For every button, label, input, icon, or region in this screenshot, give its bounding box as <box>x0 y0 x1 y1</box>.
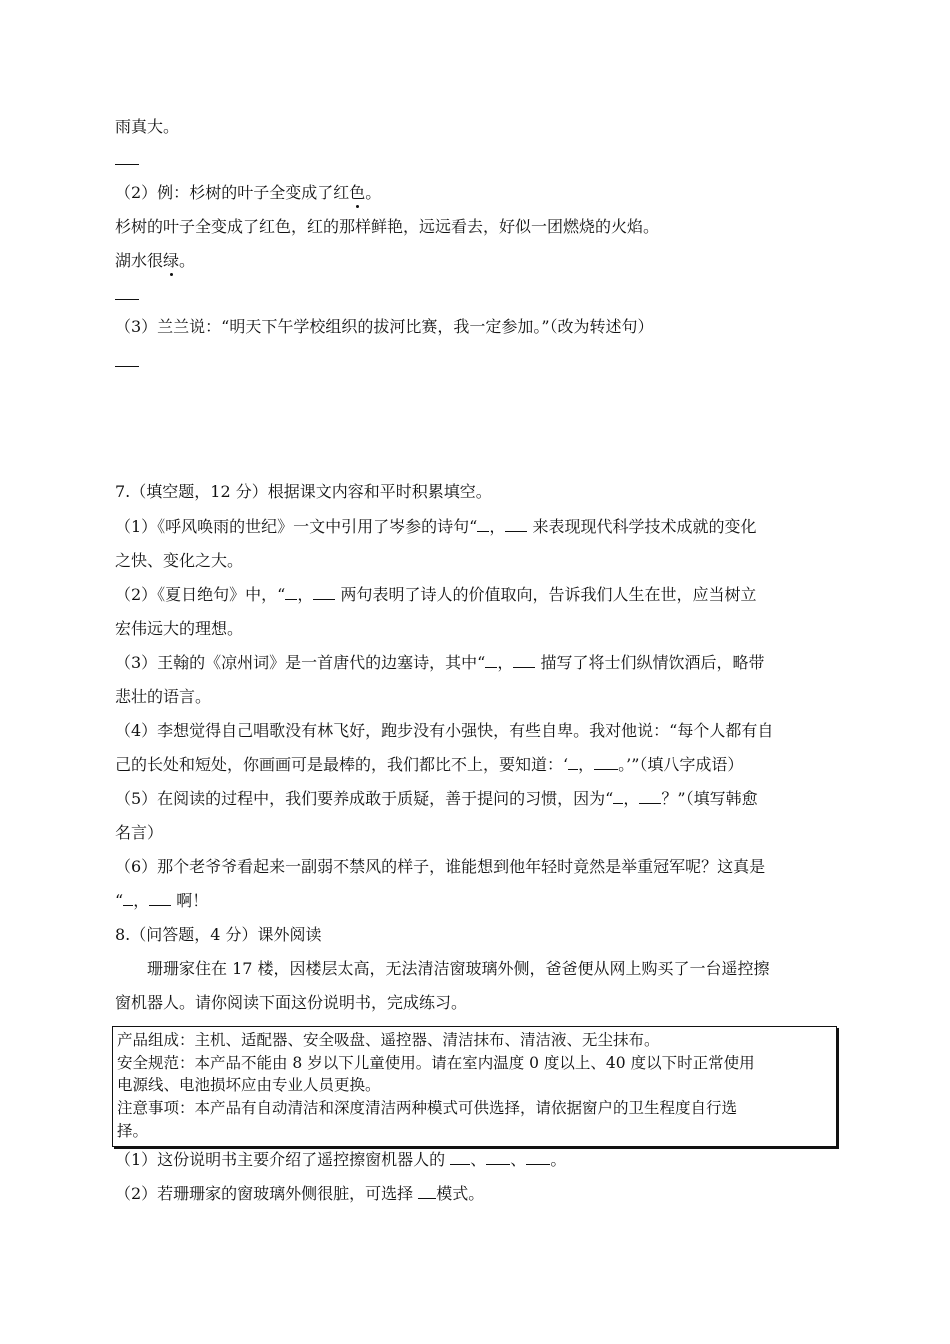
comma: ， <box>578 755 595 774</box>
separator: 、 <box>470 1150 487 1169</box>
q7-item2 <box>115 585 757 605</box>
q6-line-rain: 雨真大。 <box>115 117 180 136</box>
q6-p2-example <box>115 183 381 203</box>
q7-item6-post: 啊！ <box>176 891 209 910</box>
q7-item3-line2: 悲壮的语言。 <box>115 687 212 706</box>
q8-intro-line2: 窗机器人。请你阅读下面这份说明书，完成练习。 <box>115 993 468 1012</box>
q7-item5-post: ？”（填写韩愈 <box>661 789 758 808</box>
q7-item5 <box>115 789 758 809</box>
q7-item5-line2: 名言） <box>115 823 164 842</box>
fill-blank[interactable] <box>477 517 489 532</box>
q7-item1-post: 来表现现代科学技术成就的变化 <box>532 517 757 536</box>
fill-blank[interactable] <box>450 1150 470 1165</box>
q7-item6-line2 <box>115 891 208 911</box>
q6-p2-task-end: 。 <box>179 251 196 270</box>
q6-answer-blank-3[interactable] <box>115 352 139 372</box>
q6-answer-blank-2[interactable] <box>115 285 139 305</box>
manual-box <box>112 1026 837 1147</box>
q7-item1 <box>115 517 757 537</box>
emphasis-dot-char: 绿 <box>163 251 180 270</box>
comma: ， <box>623 789 640 808</box>
fill-blank[interactable] <box>613 789 623 804</box>
q7-item1-line2: 之快、变化之大。 <box>115 551 244 570</box>
q7-item5-pre: （5）在阅读的过程中，我们要养成敢于质疑，善于提问的习惯，因为“ <box>115 789 614 808</box>
q8-sub2 <box>115 1184 484 1204</box>
manual-line-notes-cont: 择。 <box>117 1122 149 1140</box>
q7-item1-pre: （1）《呼风唤雨的世纪》一文中引用了岑参的诗句“ <box>115 517 478 536</box>
q8-header: 8.（问答题，4 分）课外阅读 <box>115 925 322 944</box>
comma: ， <box>133 891 150 910</box>
q7-item6-pre: “ <box>115 891 124 910</box>
q7-item2-post: 两句表明了诗人的价值取向，告诉我们人生在世，应当树立 <box>340 585 757 604</box>
manual-line-safety-cont: 电源线、电池损坏应由专业人员更换。 <box>117 1076 381 1094</box>
manual-line-components: 产品组成：主机、适配器、安全吸盘、遥控器、清洁抹布、清洁液、无尘抹布。 <box>117 1031 660 1049</box>
comma: ， <box>497 653 514 672</box>
manual-line-notes: 注意事项：本产品有自动清洁和深度清洁两种模式可供选择，请依据窗户的卫生程度自行选 <box>117 1099 738 1117</box>
fill-blank[interactable] <box>639 789 661 804</box>
q8-sub2-post: 模式。 <box>436 1184 485 1203</box>
q6-p2-example-text: 杉树的叶子全变成了红 <box>189 183 350 202</box>
q7-item4-pre: 己的长处和短处，你画画可是最棒的，我们都比不上，要知道：‘ <box>115 755 569 774</box>
q7-item4-post: 。’”（填八字成语） <box>618 755 744 774</box>
comma: ， <box>297 585 314 604</box>
q7-item3-pre: （3）王翰的《凉州词》是一首唐代的边塞诗，其中“ <box>115 653 486 672</box>
fill-blank[interactable] <box>568 755 578 770</box>
q8-intro-line1: 珊珊家住在 17 楼，因楼层太高，无法清洁窗玻璃外侧，爸爸便从网上购买了一台遥控擦 <box>147 959 770 978</box>
q7-header: 7.（填空题，12 分）根据课文内容和平时积累填空。 <box>115 482 492 501</box>
q7-item6-line1: （6）那个老爷爷看起来一副弱不禁风的样子，谁能想到他年轻时竟然是举重冠军呢？这真是 <box>115 857 766 876</box>
fill-blank[interactable] <box>418 1184 436 1199</box>
fill-blank[interactable] <box>513 653 535 668</box>
fill-blank[interactable] <box>486 1150 510 1165</box>
fill-blank[interactable] <box>505 517 527 532</box>
q7-item3-post: 描写了将士们纵情饮酒后，略带 <box>540 653 765 672</box>
emphasis-dot-char: 色 <box>349 183 366 202</box>
q6-p2-example-end: 。 <box>365 183 382 202</box>
q6-p2-label: （2）例： <box>115 183 190 202</box>
fill-blank[interactable] <box>123 891 133 906</box>
fill-blank[interactable] <box>149 891 171 906</box>
q7-item4-line1: （4）李想觉得自己唱歌没有林飞好，跑步没有小强快，有些自卑。我对他说：“每个人都有自 <box>115 721 774 740</box>
q7-item2-pre: （2）《夏日绝句》中，“ <box>115 585 286 604</box>
manual-line-safety: 安全规范：本产品不能由 8 岁以下儿童使用。请在室内温度 0 度以上、40 度以下时正常使用 <box>117 1054 755 1072</box>
separator: 、 <box>510 1150 527 1169</box>
fill-blank[interactable] <box>313 585 335 600</box>
q8-sub1-end: 。 <box>550 1150 567 1169</box>
comma: ， <box>489 517 506 536</box>
q7-item4-line2 <box>115 755 743 775</box>
q6-p2-task-text: 湖水很 <box>115 251 164 270</box>
q7-item3 <box>115 653 765 673</box>
q8-sub1-pre: （1）这份说明书主要介绍了遥控擦窗机器人的 <box>115 1150 451 1169</box>
q6-p3: （3）兰兰说：“明天下午学校组织的拔河比赛，我一定参加。”（改为转述句） <box>115 317 654 336</box>
fill-blank[interactable] <box>285 585 297 600</box>
fill-blank[interactable] <box>526 1150 550 1165</box>
q7-item2-line2: 宏伟远大的理想。 <box>115 619 244 638</box>
fill-blank[interactable] <box>485 653 497 668</box>
q8-sub1 <box>115 1150 566 1170</box>
q6-p2-task <box>115 251 195 271</box>
q6-p2-example-expanded: 杉树的叶子全变成了红色，红的那样鲜艳，远远看去，好似一团燃烧的火焰。 <box>115 217 660 236</box>
fill-blank[interactable] <box>594 755 618 770</box>
q8-sub2-pre: （2）若珊珊家的窗玻璃外侧很脏，可选择 <box>115 1184 419 1203</box>
q6-answer-blank-1[interactable] <box>115 150 139 170</box>
